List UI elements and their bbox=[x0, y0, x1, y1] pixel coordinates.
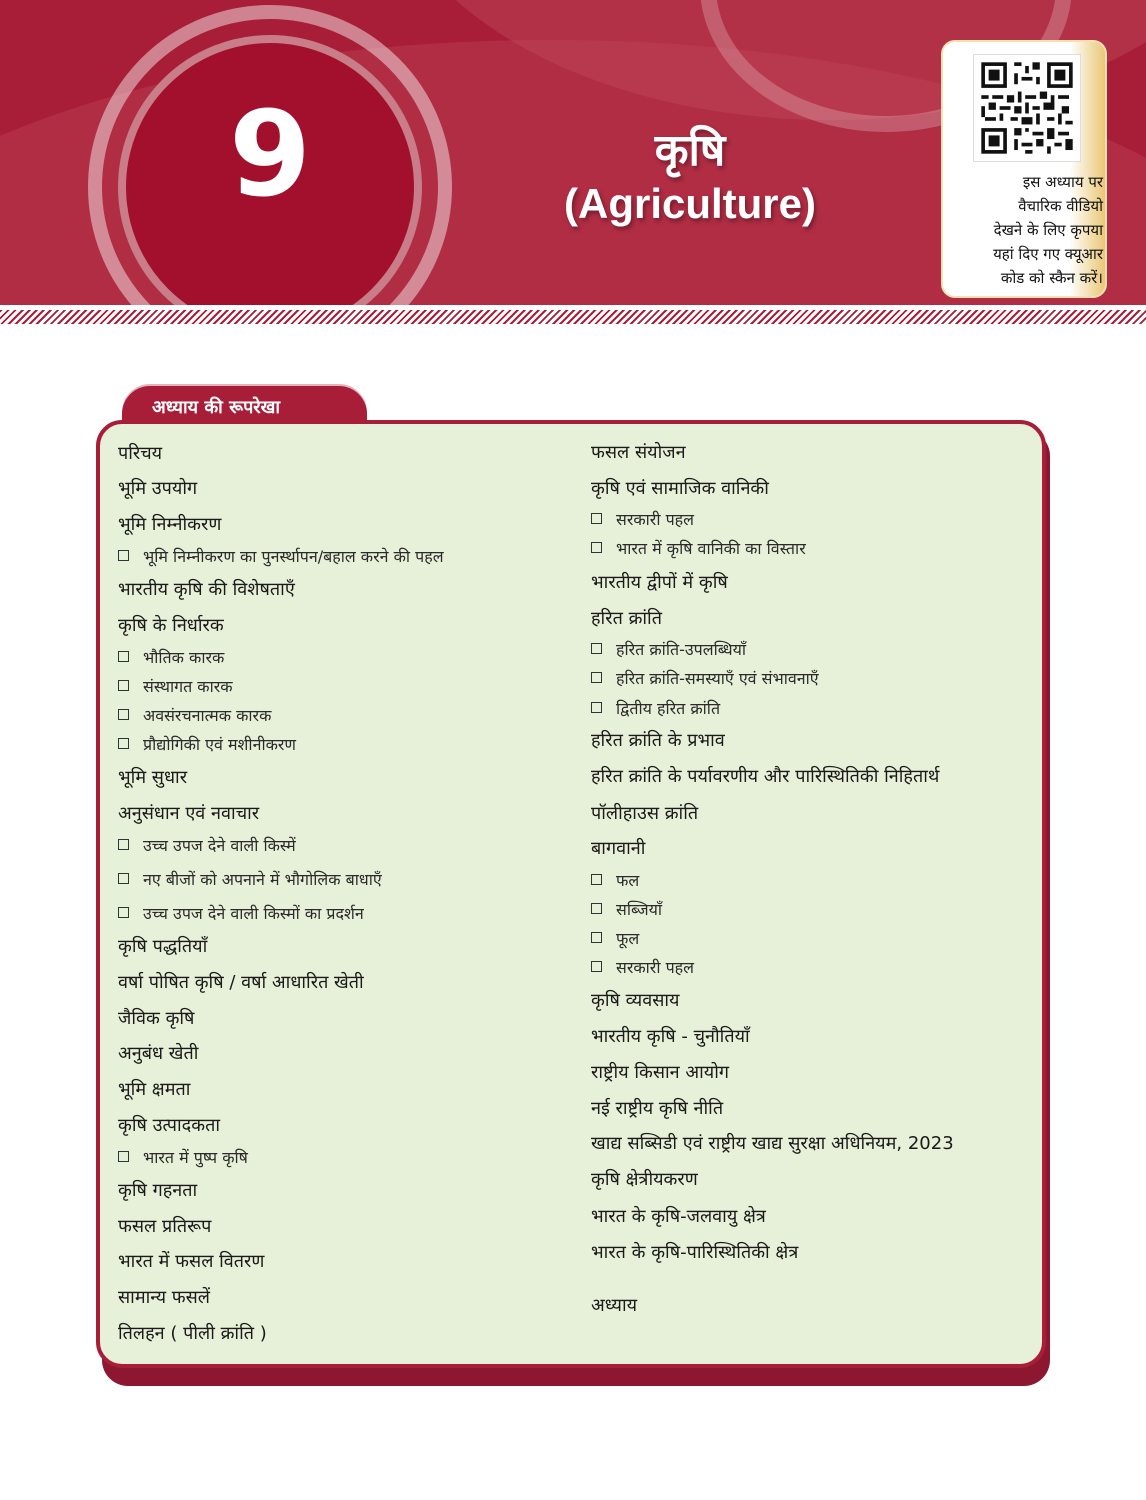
outline-topic: भारत के कृषि-पारिस्थितिकी क्षेत्र bbox=[591, 1242, 799, 1263]
outline-subtopic: सरकारी पहल bbox=[591, 508, 694, 530]
qr-caption-line: कोड को स्कैन करें। bbox=[1000, 269, 1103, 287]
outline-topic: राष्ट्रीय किसान आयोग bbox=[591, 1062, 730, 1083]
outline-subtopic: अवसंरचनात्मक कारक bbox=[118, 704, 271, 726]
outline-topic: अनुबंध खेती bbox=[118, 1043, 199, 1064]
outline-topic: हरित क्रांति के पर्यावरणीय और पारिस्थितिकी निहितार्थ bbox=[591, 766, 940, 787]
outline-topic: पॉलीहाउस क्रांति bbox=[591, 803, 699, 824]
outline-topic: अनुसंधान एवं नवाचार bbox=[118, 803, 260, 824]
outline-topic: तिलहन ( पीली क्रांति ) bbox=[118, 1323, 267, 1344]
outline-subtopic: भारत में पुष्प कृषि bbox=[118, 1146, 248, 1168]
outline-heading: अध्याय की रूपरेखा bbox=[122, 386, 367, 428]
qr-code-graphic bbox=[974, 55, 1080, 161]
outline-topic: हरित क्रांति bbox=[591, 608, 662, 629]
outline-subtopic: प्रौद्योगिकी एवं मशीनीकरण bbox=[118, 733, 296, 755]
outline-subtopic: भौतिक कारक bbox=[118, 646, 224, 668]
qr-card bbox=[941, 40, 1107, 298]
outline-topic: भूमि उपयोग bbox=[118, 478, 198, 499]
qr-caption-line: इस अध्याय पर bbox=[1022, 173, 1103, 191]
qr-caption-line: देखने के लिए कृपया bbox=[993, 221, 1103, 239]
outline-topic: बागवानी bbox=[591, 838, 646, 859]
outline-topic: भारतीय द्वीपों में कृषि bbox=[591, 572, 728, 593]
outline-subtopic: संस्थागत कारक bbox=[118, 675, 233, 697]
outline-subtopic: सरकारी पहल bbox=[591, 956, 694, 978]
outline-subtopic: भूमि निम्नीकरण का पुनर्स्थापन/बहाल करने की पहल bbox=[118, 545, 444, 567]
outline-topic: कृषि व्यवसाय bbox=[591, 990, 680, 1011]
outline-topic: भारतीय कृषि - चुनौतियाँ bbox=[591, 1026, 750, 1047]
outline-topic: भूमि क्षमता bbox=[118, 1079, 191, 1100]
outline-subtopic: नए बीजों को अपनाने में भौगोलिक बाधाएँ bbox=[118, 868, 382, 890]
outline-topic: फसल संयोजन bbox=[591, 442, 686, 463]
chapter-title-english: (Agriculture) bbox=[564, 180, 816, 227]
qr-caption bbox=[949, 170, 1103, 290]
outline-topic: फसल प्रतिरूप bbox=[118, 1216, 212, 1237]
outline-topic: कृषि उत्पादकता bbox=[118, 1115, 220, 1136]
outline-subtopic: हरित क्रांति-समस्याएँ एवं संभावनाएँ bbox=[591, 667, 819, 689]
outline-topic: भारतीय कृषि की विशेषताएँ bbox=[118, 579, 295, 600]
outline-topic: अध्याय bbox=[591, 1295, 638, 1316]
chapter-banner bbox=[0, 0, 1146, 305]
chapter-number: 9 bbox=[228, 85, 312, 223]
outline-subtopic: सब्जियाँ bbox=[591, 898, 662, 920]
outline-topic: भूमि निम्नीकरण bbox=[118, 514, 222, 535]
outline-subtopic: फल bbox=[591, 869, 639, 891]
qr-code-icon[interactable] bbox=[973, 54, 1081, 162]
outline-subtopic: भारत में कृषि वानिकी का विस्तार bbox=[591, 537, 806, 559]
outline-topic: कृषि क्षेत्रीयकरण bbox=[591, 1169, 698, 1190]
outline-topic: हरित क्रांति के प्रभाव bbox=[591, 730, 725, 751]
outline-topic: कृषि के निर्धारक bbox=[118, 615, 224, 636]
outline-topic: खाद्य सब्सिडी एवं राष्ट्रीय खाद्य सुरक्षा अधिनियम, 2023 bbox=[591, 1133, 954, 1154]
outline-topic: भारत के कृषि-जलवायु क्षेत्र bbox=[591, 1206, 766, 1227]
outline-topic: वर्षा पोषित कृषि / वर्षा आधारित खेती bbox=[118, 972, 364, 993]
qr-caption-line: वैचारिक वीडियो bbox=[1018, 197, 1103, 215]
outline-topic: कृषि एवं सामाजिक वानिकी bbox=[591, 478, 769, 499]
outline-topic: भारत में फसल वितरण bbox=[118, 1251, 265, 1272]
outline-subtopic: उच्च उपज देने वाली किस्में bbox=[118, 834, 296, 856]
outline-topic: जैविक कृषि bbox=[118, 1008, 195, 1029]
outline-topic: परिचय bbox=[118, 443, 163, 464]
chapter-title-hindi: कृषि bbox=[654, 125, 726, 176]
outline-topic: कृषि गहनता bbox=[118, 1180, 198, 1201]
hatched-divider bbox=[0, 310, 1146, 324]
qr-caption-line: यहां दिए गए क्यूआर bbox=[993, 245, 1103, 263]
outline-topic: नई राष्ट्रीय कृषि नीति bbox=[591, 1098, 724, 1119]
outline-topic: भूमि सुधार bbox=[118, 767, 188, 788]
outline-topic: सामान्य फसलें bbox=[118, 1287, 210, 1308]
outline-subtopic: द्वितीय हरित क्रांति bbox=[591, 697, 720, 719]
outline-subtopic: फूल bbox=[591, 927, 639, 949]
outline-subtopic: उच्च उपज देने वाली किस्मों का प्रदर्शन bbox=[118, 902, 364, 924]
outline-topic: कृषि पद्धतियाँ bbox=[118, 936, 208, 957]
outline-subtopic: हरित क्रांति-उपलब्धियाँ bbox=[591, 638, 746, 660]
